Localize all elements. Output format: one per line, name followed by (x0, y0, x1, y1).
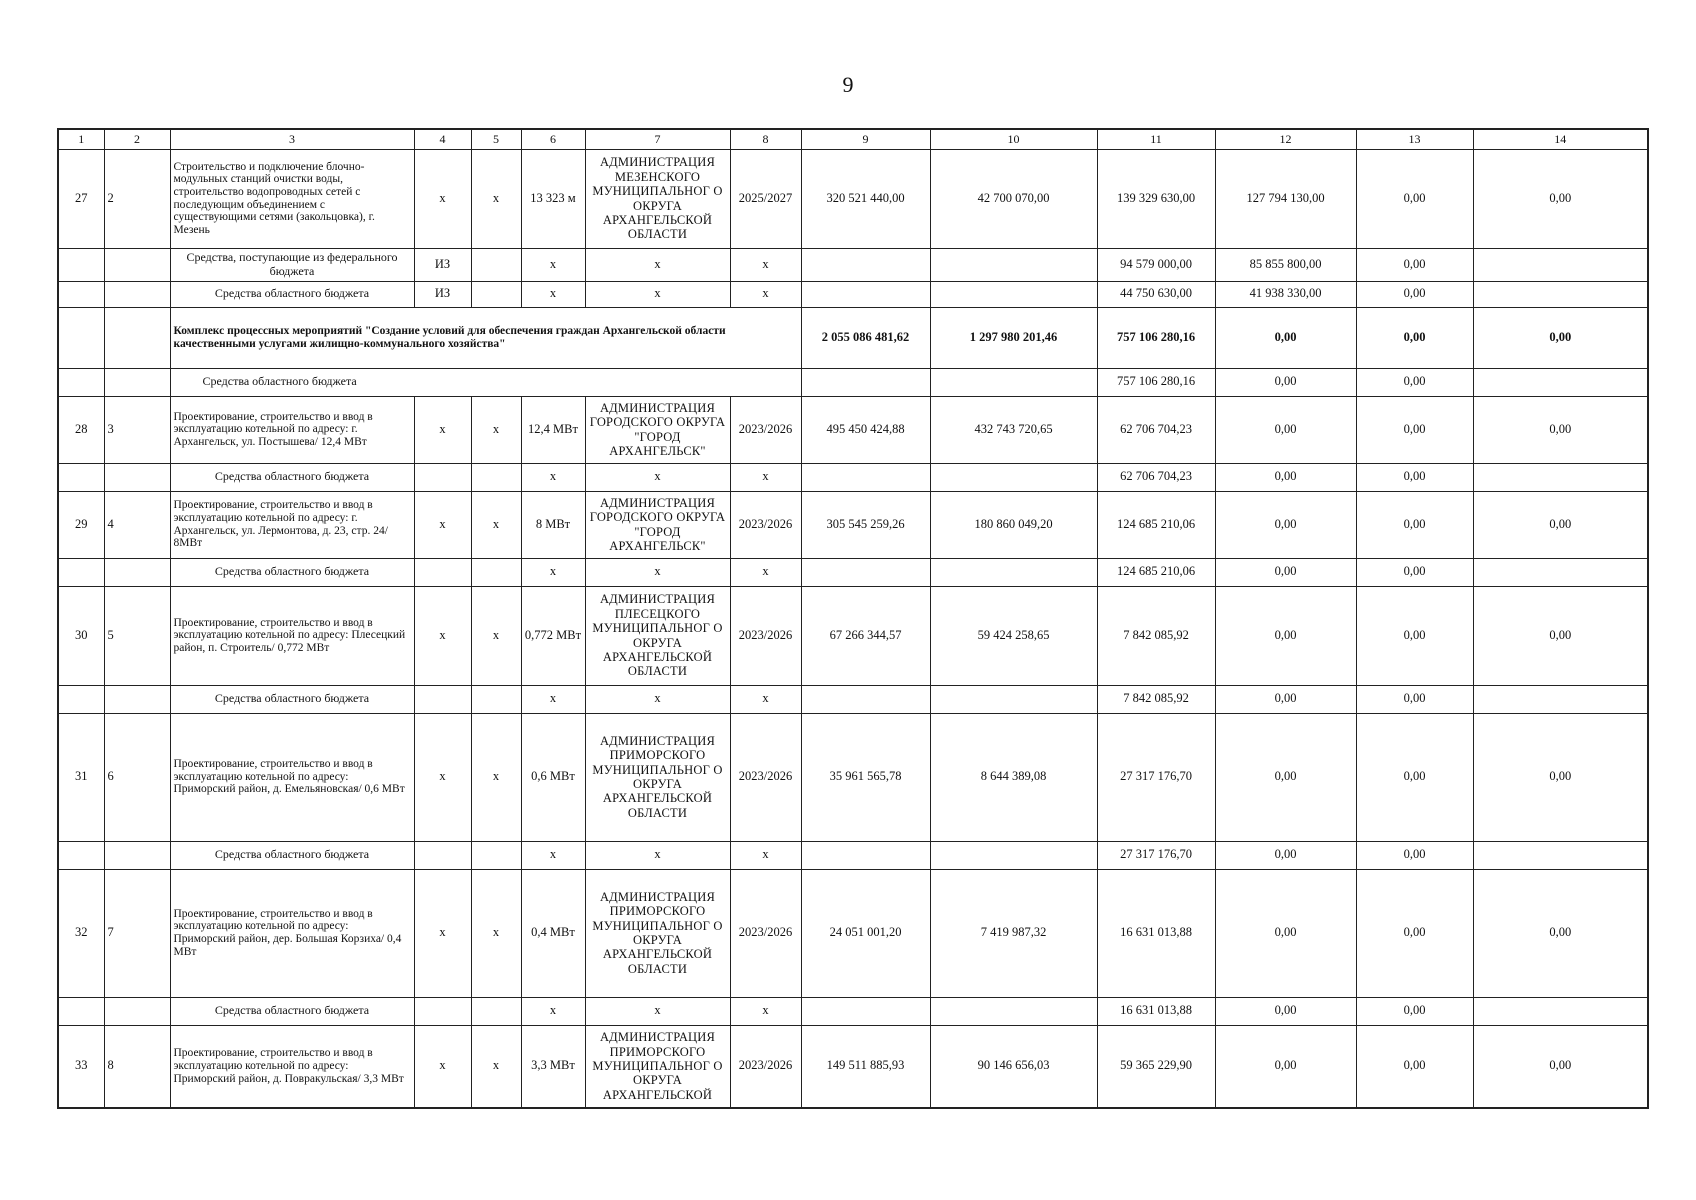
cell: х (521, 463, 585, 491)
cell: х (585, 248, 730, 281)
col-header: 1 (58, 129, 104, 149)
cell (58, 281, 104, 307)
amount: 0,00 (1356, 149, 1473, 248)
cell (58, 558, 104, 586)
cell (930, 368, 1097, 396)
cell (930, 463, 1097, 491)
cell (801, 685, 930, 713)
cell: ИЗ (414, 248, 471, 281)
funding-source: Средства, поступающие из федерального бюджета (170, 248, 414, 281)
cell (104, 685, 170, 713)
amount: 59 424 258,65 (930, 586, 1097, 685)
cell (414, 558, 471, 586)
amount: 0,00 (1215, 491, 1356, 558)
cell: х (521, 685, 585, 713)
table-row (58, 248, 1648, 281)
cell (1473, 368, 1648, 396)
cell (414, 841, 471, 869)
amount: 2 055 086 481,62 (801, 307, 930, 368)
cell (104, 281, 170, 307)
cell: ИЗ (414, 281, 471, 307)
project-description: Проектирование, строительство и ввод в эксплуатацию котельной по адресу: г. Архангельск, ул. Постышева/ 12,4 МВт (170, 396, 414, 463)
cell: х (414, 491, 471, 558)
col-header: 2 (104, 129, 170, 149)
amount: 0,00 (1356, 248, 1473, 281)
col-header: 11 (1097, 129, 1215, 149)
cell (58, 463, 104, 491)
cell: х (585, 558, 730, 586)
cell: х (730, 841, 801, 869)
amount: 495 450 424,88 (801, 396, 930, 463)
amount: 0,00 (1473, 586, 1648, 685)
budget-table (57, 128, 1649, 1109)
row-number: 29 (58, 491, 104, 558)
cell (930, 248, 1097, 281)
col-header: 5 (471, 129, 521, 149)
cell (58, 841, 104, 869)
amount: 124 685 210,06 (1097, 491, 1215, 558)
amount: 0,00 (1356, 368, 1473, 396)
cell: х (585, 281, 730, 307)
page-number: 9 (842, 72, 854, 97)
capacity: 12,4 МВт (521, 396, 585, 463)
capacity: 0,6 МВт (521, 713, 585, 841)
cell: х (414, 1025, 471, 1108)
cell: х (471, 713, 521, 841)
cell: х (730, 558, 801, 586)
row-number: 28 (58, 396, 104, 463)
table-row (58, 491, 1648, 558)
cell (930, 558, 1097, 586)
period: 2023/2026 (730, 713, 801, 841)
item-number: 8 (104, 1025, 170, 1108)
period: 2023/2026 (730, 491, 801, 558)
amount: 0,00 (1356, 869, 1473, 997)
cell (58, 307, 104, 368)
table-row (58, 396, 1648, 463)
funding-source: Средства областного бюджета (170, 281, 414, 307)
amount: 0,00 (1215, 368, 1356, 396)
amount: 0,00 (1473, 713, 1648, 841)
amount: 7 842 085,92 (1097, 586, 1215, 685)
cell (58, 997, 104, 1025)
col-header: 4 (414, 129, 471, 149)
amount: 59 365 229,90 (1097, 1025, 1215, 1108)
amount: 757 106 280,16 (1097, 368, 1215, 396)
project-description: Проектирование, строительство и ввод в эксплуатацию котельной по адресу: г. Архангельск, ул. Лермонтова, д. 23, стр. 24/ 8МВт (170, 491, 414, 558)
funding-source: Средства областного бюджета (170, 463, 414, 491)
period: 2023/2026 (730, 1025, 801, 1108)
amount: 0,00 (1473, 396, 1648, 463)
amount: 0,00 (1215, 685, 1356, 713)
cell (414, 463, 471, 491)
cell (471, 685, 521, 713)
cell: х (585, 685, 730, 713)
amount: 0,00 (1473, 1025, 1648, 1108)
table-row (58, 997, 1648, 1025)
cell: х (414, 149, 471, 248)
amount: 8 644 389,08 (930, 713, 1097, 841)
amount: 149 511 885,93 (801, 1025, 930, 1108)
amount: 0,00 (1356, 491, 1473, 558)
col-header: 8 (730, 129, 801, 149)
cell (1473, 248, 1648, 281)
col-header: 14 (1473, 129, 1648, 149)
table-row (58, 869, 1648, 997)
cell: х (471, 1025, 521, 1108)
table-row (58, 558, 1648, 586)
period: 2025/2027 (730, 149, 801, 248)
col-header: 13 (1356, 129, 1473, 149)
cell (1473, 997, 1648, 1025)
table-row (58, 841, 1648, 869)
amount: 85 855 800,00 (1215, 248, 1356, 281)
col-header: 6 (521, 129, 585, 149)
amount: 320 521 440,00 (801, 149, 930, 248)
cell (930, 841, 1097, 869)
cell: х (471, 586, 521, 685)
amount: 0,00 (1356, 1025, 1473, 1108)
amount: 0,00 (1356, 586, 1473, 685)
amount: 44 750 630,00 (1097, 281, 1215, 307)
amount: 0,00 (1215, 997, 1356, 1025)
cell (104, 463, 170, 491)
item-number: 5 (104, 586, 170, 685)
cell (471, 281, 521, 307)
project-description: Проектирование, строительство и ввод в эксплуатацию котельной по адресу: Приморский район, д. Емельяновская/ 0,6 МВт (170, 713, 414, 841)
table-row (58, 463, 1648, 491)
cell (1473, 841, 1648, 869)
period: 2023/2026 (730, 396, 801, 463)
organization: АДМИНИСТРАЦИЯ МЕЗЕНСКОГО МУНИЦИПАЛЬНОГ О ОКРУГА АРХАНГЕЛЬСКОЙ ОБЛАСТИ (585, 149, 730, 248)
amount: 90 146 656,03 (930, 1025, 1097, 1108)
cell (104, 841, 170, 869)
cell (1473, 685, 1648, 713)
amount: 0,00 (1215, 586, 1356, 685)
cell (414, 685, 471, 713)
cell (471, 248, 521, 281)
amount: 0,00 (1215, 307, 1356, 368)
amount: 62 706 704,23 (1097, 463, 1215, 491)
amount: 0,00 (1215, 869, 1356, 997)
row-number: 27 (58, 149, 104, 248)
complex-title: Комплекс процессных мероприятий "Создание условий для обеспечения граждан Архангельской области качественными услугами жилищно-коммунального хозяйства" (170, 307, 801, 368)
project-description: Проектирование, строительство и ввод в эксплуатацию котельной по адресу: Плесецкий район, п. Строитель/ 0,772 МВт (170, 586, 414, 685)
amount: 180 860 049,20 (930, 491, 1097, 558)
organization: АДМИНИСТРАЦИЯ ГОРОДСКОГО ОКРУГА "ГОРОД АРХАНГЕЛЬСК" (585, 491, 730, 558)
project-description: Проектирование, строительство и ввод в эксплуатацию котельной по адресу: Приморский район, д. Повракульская/ 3,3 МВт (170, 1025, 414, 1108)
cell: х (471, 869, 521, 997)
table-row (58, 149, 1648, 248)
capacity: 8 МВт (521, 491, 585, 558)
cell: х (521, 841, 585, 869)
item-number: 3 (104, 396, 170, 463)
amount: 7 419 987,32 (930, 869, 1097, 997)
cell (1473, 281, 1648, 307)
cell: х (730, 463, 801, 491)
cell (58, 248, 104, 281)
cell: х (471, 149, 521, 248)
item-number: 2 (104, 149, 170, 248)
capacity: 3,3 МВт (521, 1025, 585, 1108)
organization: АДМИНИСТРАЦИЯ ГОРОДСКОГО ОКРУГА "ГОРОД АРХАНГЕЛЬСК" (585, 396, 730, 463)
amount: 0,00 (1356, 713, 1473, 841)
cell: х (471, 396, 521, 463)
amount: 35 961 565,78 (801, 713, 930, 841)
amount: 432 743 720,65 (930, 396, 1097, 463)
amount: 0,00 (1356, 307, 1473, 368)
organization: АДМИНИСТРАЦИЯ ПРИМОРСКОГО МУНИЦИПАЛЬНОГ О ОКРУГА АРХАНГЕЛЬСКОЙ ОБЛАСТИ (585, 713, 730, 841)
amount: 124 685 210,06 (1097, 558, 1215, 586)
cell (471, 463, 521, 491)
funding-source: Средства областного бюджета (170, 841, 414, 869)
col-header: 10 (930, 129, 1097, 149)
cell: х (414, 586, 471, 685)
amount: 24 051 001,20 (801, 869, 930, 997)
cell: х (585, 463, 730, 491)
organization: АДМИНИСТРАЦИЯ ПРИМОРСКОГО МУНИЦИПАЛЬНОГ О ОКРУГА АРХАНГЕЛЬСКОЙ (585, 1025, 730, 1108)
cell: х (730, 281, 801, 307)
cell (58, 368, 104, 396)
cell (104, 248, 170, 281)
amount: 16 631 013,88 (1097, 997, 1215, 1025)
cell (104, 558, 170, 586)
amount: 0,00 (1215, 558, 1356, 586)
amount: 0,00 (1473, 149, 1648, 248)
organization: АДМИНИСТРАЦИЯ ПЛЕСЕЦКОГО МУНИЦИПАЛЬНОГ О ОКРУГА АРХАНГЕЛЬСКОЙ ОБЛАСТИ (585, 586, 730, 685)
amount: 27 317 176,70 (1097, 841, 1215, 869)
amount: 67 266 344,57 (801, 586, 930, 685)
cell (801, 841, 930, 869)
period: 2023/2026 (730, 586, 801, 685)
col-header: 3 (170, 129, 414, 149)
row-number: 33 (58, 1025, 104, 1108)
amount: 0,00 (1215, 713, 1356, 841)
amount: 0,00 (1473, 307, 1648, 368)
project-description: Строительство и подключение блочно-модульных станций очистки воды, строительство водопроводных сетей с последующим объединением с существующими сетями (закольцовка), г. Мезень (170, 149, 414, 248)
amount: 0,00 (1215, 841, 1356, 869)
cell (801, 368, 930, 396)
cell: х (414, 396, 471, 463)
cell: х (414, 869, 471, 997)
amount: 42 700 070,00 (930, 149, 1097, 248)
cell (414, 997, 471, 1025)
table-row (58, 586, 1648, 685)
cell (930, 685, 1097, 713)
cell: х (521, 558, 585, 586)
amount: 0,00 (1356, 997, 1473, 1025)
col-header: 9 (801, 129, 930, 149)
cell: х (730, 997, 801, 1025)
funding-source: Средства областного бюджета (170, 368, 801, 396)
cell: х (730, 248, 801, 281)
cell (58, 685, 104, 713)
funding-source: Средства областного бюджета (170, 558, 414, 586)
cell (801, 463, 930, 491)
amount: 0,00 (1356, 841, 1473, 869)
table-row (58, 1025, 1648, 1108)
amount: 7 842 085,92 (1097, 685, 1215, 713)
amount: 0,00 (1473, 491, 1648, 558)
amount: 0,00 (1356, 281, 1473, 307)
cell (104, 307, 170, 368)
cell (104, 997, 170, 1025)
capacity: 13 323 м (521, 149, 585, 248)
funding-source: Средства областного бюджета (170, 997, 414, 1025)
cell (801, 281, 930, 307)
amount: 94 579 000,00 (1097, 248, 1215, 281)
period: 2023/2026 (730, 869, 801, 997)
amount: 127 794 130,00 (1215, 149, 1356, 248)
amount: 0,00 (1356, 463, 1473, 491)
item-number: 6 (104, 713, 170, 841)
amount: 0,00 (1473, 869, 1648, 997)
cell: х (521, 997, 585, 1025)
item-number: 7 (104, 869, 170, 997)
cell (930, 997, 1097, 1025)
capacity: 0,772 МВт (521, 586, 585, 685)
cell: х (471, 491, 521, 558)
amount: 16 631 013,88 (1097, 869, 1215, 997)
amount: 27 317 176,70 (1097, 713, 1215, 841)
organization: АДМИНИСТРАЦИЯ ПРИМОРСКОГО МУНИЦИПАЛЬНОГ О ОКРУГА АРХАНГЕЛЬСКОЙ ОБЛАСТИ (585, 869, 730, 997)
row-number: 30 (58, 586, 104, 685)
amount: 0,00 (1215, 1025, 1356, 1108)
cell: х (730, 685, 801, 713)
project-description: Проектирование, строительство и ввод в эксплуатацию котельной по адресу: Приморский район, дер. Большая Корзиха/ 0,4 МВт (170, 869, 414, 997)
row-number: 31 (58, 713, 104, 841)
amount: 0,00 (1356, 685, 1473, 713)
item-number: 4 (104, 491, 170, 558)
table-row (58, 281, 1648, 307)
amount: 305 545 259,26 (801, 491, 930, 558)
cell: х (521, 281, 585, 307)
table-row (58, 685, 1648, 713)
header-row (58, 129, 1648, 149)
amount: 757 106 280,16 (1097, 307, 1215, 368)
cell (801, 248, 930, 281)
table-row (58, 368, 1648, 396)
table-row (58, 307, 1648, 368)
cell: х (585, 841, 730, 869)
cell (1473, 463, 1648, 491)
cell: х (585, 997, 730, 1025)
cell (930, 281, 1097, 307)
amount: 0,00 (1356, 396, 1473, 463)
cell (471, 841, 521, 869)
amount: 0,00 (1356, 558, 1473, 586)
table-row (58, 713, 1648, 841)
col-header: 7 (585, 129, 730, 149)
col-header: 12 (1215, 129, 1356, 149)
cell: х (414, 713, 471, 841)
cell (801, 558, 930, 586)
amount: 62 706 704,23 (1097, 396, 1215, 463)
capacity: 0,4 МВт (521, 869, 585, 997)
amount: 41 938 330,00 (1215, 281, 1356, 307)
cell (801, 997, 930, 1025)
cell (1473, 558, 1648, 586)
row-number: 32 (58, 869, 104, 997)
amount: 139 329 630,00 (1097, 149, 1215, 248)
amount: 0,00 (1215, 396, 1356, 463)
cell: х (521, 248, 585, 281)
funding-source: Средства областного бюджета (170, 685, 414, 713)
amount: 0,00 (1215, 463, 1356, 491)
cell (471, 997, 521, 1025)
cell (471, 558, 521, 586)
amount: 1 297 980 201,46 (930, 307, 1097, 368)
cell (104, 368, 170, 396)
